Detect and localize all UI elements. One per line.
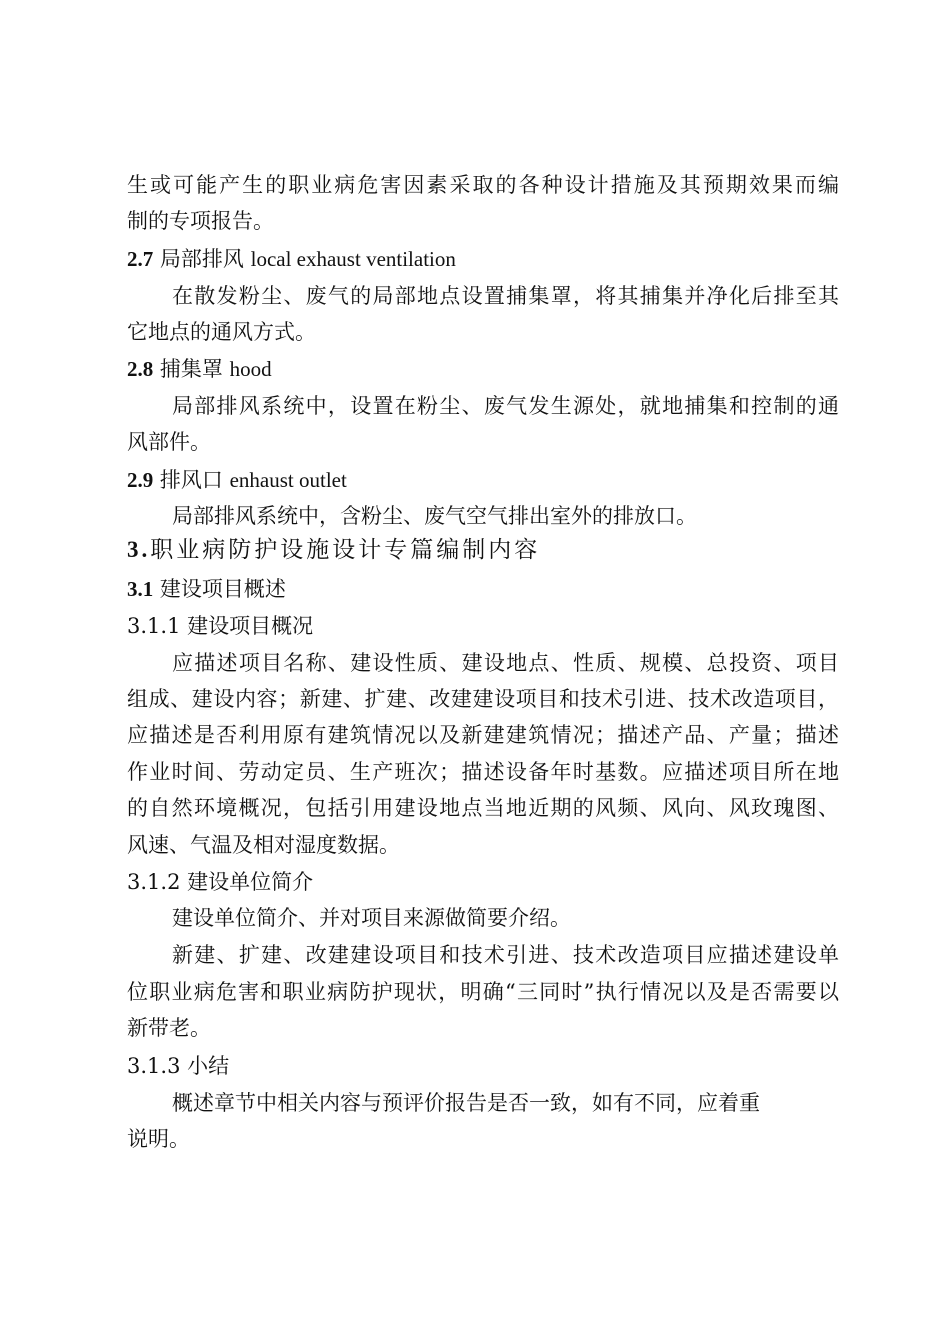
paragraph-line: 风速、气温及相对湿度数据。 [127,833,400,857]
paragraph-line: 说明。 [127,1127,190,1151]
paragraph-line: 它地点的通风方式。 [127,320,316,344]
section-number: 3.1 [127,577,154,601]
paragraph-line: 的自然环境概况，包括引用建设地点当地近期的风频、风向、风玫瑰图、 [127,796,839,820]
section-number: 2.9 [127,468,154,492]
section-heading-3-1 [127,575,286,603]
paragraph-line: 位职业病危害和职业病防护现状，明确“三同时”执行情况以及是否需要以 [127,980,839,1004]
paragraph-line: 建设单位简介、并对项目来源做简要介绍。 [172,906,571,930]
paragraph-line: 概述章节中相关内容与预评价报告是否一致，如有不同，应着重 [172,1091,760,1115]
subsection-heading-3-1-2: 3.1.2 建设单位简介 [127,870,314,894]
subsection-heading-3-1-3: 3.1.3 小结 [127,1054,230,1078]
section-number: 2.7 [127,247,154,271]
paragraph-line: 新建、扩建、改建建设项目和技术引进、技术改造项目应描述建设单 [172,943,839,967]
paragraph-line: 风部件。 [127,430,211,454]
section-title: 局部排风 [153,247,251,271]
section-title: 建设项目概述 [153,577,286,601]
paragraph-line: 作业时间、劳动定员、生产班次；描述设备年时基数。应描述项目所在地 [127,760,839,784]
section-title-en: enhaust outlet [229,468,347,492]
section-heading-2-9 [127,466,347,494]
paragraph-line: 制的专项报告。 [127,209,274,233]
chapter-number: 3. [127,537,151,562]
paragraph-line: 新带老。 [127,1016,211,1040]
section-number: 2.8 [127,357,154,381]
section-heading-2-7 [127,245,456,273]
chapter-title: 职业病防护设施设计专篇编制内容 [150,537,541,563]
section-title-en: local exhaust ventilation [250,247,456,271]
paragraph-line: 应描述是否利用原有建筑情况以及新建建筑情况；描述产品、产量；描述 [127,723,839,747]
paragraph-line: 应描述项目名称、建设性质、建设地点、性质、规模、总投资、项目 [172,651,839,675]
subsection-heading-3-1-1: 3.1.1 建设项目概况 [127,614,314,638]
chapter-heading-3 [127,536,540,564]
section-title: 排风口 [153,468,230,492]
paragraph-line: 局部排风系统中，设置在粉尘、废气发生源处，就地捕集和控制的通 [172,394,839,418]
section-title: 捕集罩 [153,357,230,381]
paragraph-line: 生或可能产生的职业病危害因素采取的各种设计措施及其预期效果而编 [127,173,839,197]
paragraph-line: 在散发粉尘、废气的局部地点设置捕集罩，将其捕集并净化后排至其 [172,284,839,308]
section-title-en: hood [229,357,272,381]
paragraph-line: 组成、建设内容；新建、扩建、改建建设项目和技术引进、技术改造项目， [127,687,839,711]
section-heading-2-8 [127,355,272,383]
paragraph-line: 局部排风系统中，含粉尘、废气空气排出室外的排放口。 [172,504,697,528]
